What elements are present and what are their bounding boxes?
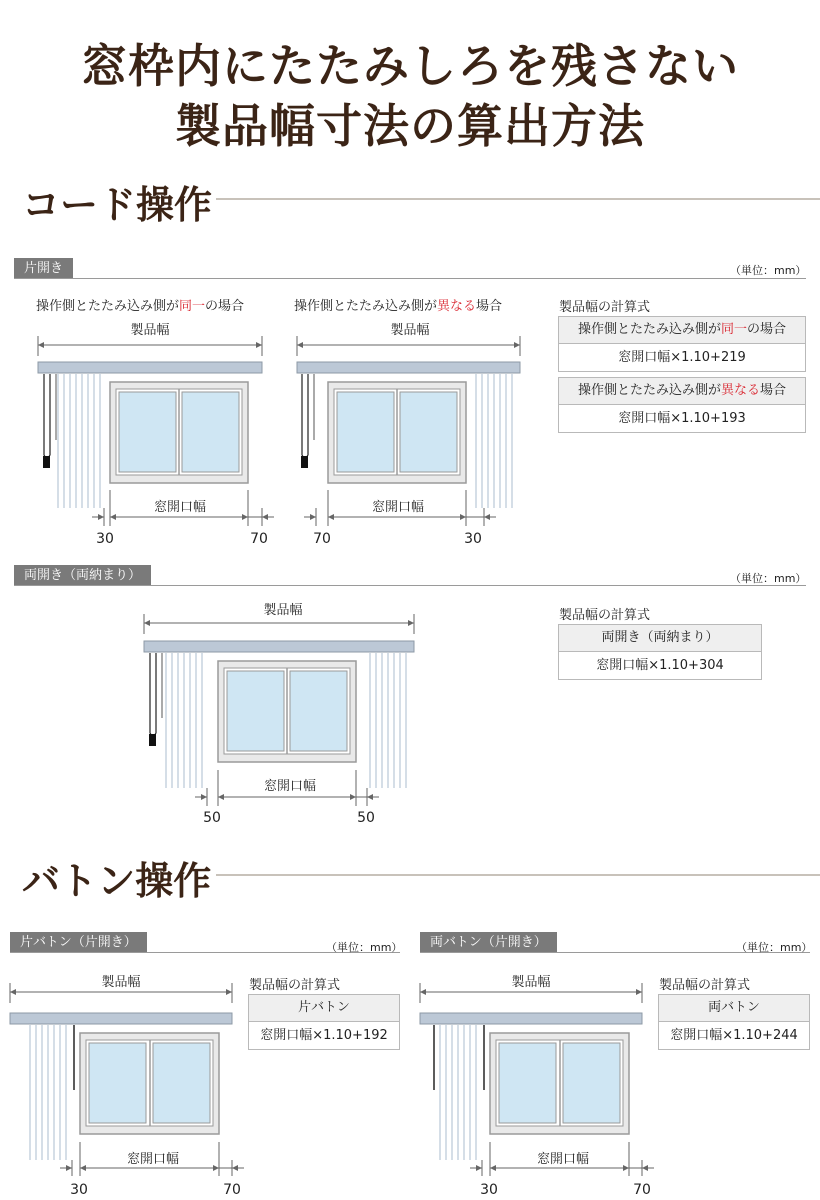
formula-header-text: の場合 <box>747 322 787 337</box>
right-margin-label: 30 <box>464 531 482 547</box>
baton-single-unit: （単位：mm） <box>326 941 403 954</box>
right-margin-label: 70 <box>250 531 268 547</box>
left-margin-label: 50 <box>203 810 221 826</box>
dimension-product-width <box>38 322 262 356</box>
stacked-louvers <box>30 1025 66 1160</box>
stacked-louvers <box>58 374 100 508</box>
formula-header: 両バトン <box>659 995 809 1022</box>
formula-value: 窓開口幅×1.10+219 <box>559 344 805 371</box>
window-width-label: 窓開口幅 <box>263 779 317 794</box>
operating-cord <box>43 374 56 468</box>
baton-single-tab: 片バトン（片開き） <box>10 932 147 953</box>
window-width-label: 窓開口幅 <box>371 500 425 515</box>
baton-double-diagram <box>420 974 654 1198</box>
window <box>328 382 466 483</box>
operating-cord <box>149 653 162 746</box>
baton-section-rule <box>216 874 820 876</box>
baton-single-formula <box>248 994 400 1050</box>
head-rail <box>10 1013 232 1024</box>
right-margin-label: 70 <box>633 1182 651 1198</box>
baton-section-heading: バトン操作 <box>22 859 212 903</box>
caption-highlight: 同一 <box>179 299 206 314</box>
formula-header <box>559 378 805 405</box>
formula-header-highlight: 異なる <box>720 383 760 398</box>
window-width-label: 窓開口幅 <box>153 500 207 515</box>
right-margin-label: 50 <box>357 810 375 826</box>
cord-double-formula <box>558 624 762 680</box>
formula-header-highlight: 同一 <box>720 322 747 337</box>
formula-header: 両開き（両納まり） <box>559 625 761 652</box>
cord-double-tab: 両開き（両納まり） <box>14 565 151 586</box>
caption-text: 操作側とたたみ込み側が <box>36 299 180 314</box>
window-width-label: 窓開口幅 <box>126 1152 180 1167</box>
window-width-label: 窓開口幅 <box>536 1152 590 1167</box>
head-rail <box>297 362 520 373</box>
caption-text: 操作側とたたみ込み側が <box>294 299 438 314</box>
formula-header-text: 場合 <box>760 383 787 398</box>
cord-double-tab-line <box>14 585 806 586</box>
window <box>110 382 248 483</box>
product-width-label: 製品幅 <box>101 975 141 990</box>
left-margin-label: 70 <box>313 531 331 547</box>
operating-cord <box>301 374 314 468</box>
cord-single-formula-diff <box>558 377 806 433</box>
baton-double-formula-title: 製品幅の計算式 <box>659 978 751 993</box>
page-title-line1: 窓枠内にたたみしろを残さない <box>81 39 739 93</box>
formula-header-text: 操作側とたたみ込み側が <box>577 383 721 398</box>
cord-double-formula-title: 製品幅の計算式 <box>559 608 651 623</box>
caption-text: の場合 <box>205 299 245 314</box>
head-rail <box>420 1013 642 1024</box>
stacked-louvers-right <box>370 653 406 788</box>
formula-header: 片バトン <box>249 995 399 1022</box>
caption-highlight: 異なる <box>437 299 477 314</box>
baton-single-formula-title: 製品幅の計算式 <box>249 978 341 993</box>
head-rail <box>144 641 414 652</box>
product-width-label: 製品幅 <box>390 323 430 338</box>
cord-single-tab: 片開き <box>14 258 73 279</box>
formula-header-text: 操作側とたたみ込み側が <box>577 322 721 337</box>
cord-section-heading: コード操作 <box>22 183 213 227</box>
product-width-label: 製品幅 <box>511 975 551 990</box>
dimension-window-width <box>92 490 274 547</box>
baton-single-diagram <box>10 974 244 1198</box>
head-rail <box>38 362 262 373</box>
baton-double-tab: 両バトン（片開き） <box>420 932 557 953</box>
left-margin-label: 30 <box>70 1182 88 1198</box>
cord-single-formula-same <box>558 316 806 372</box>
right-margin-label: 70 <box>223 1182 241 1198</box>
stacked-louvers <box>440 1025 476 1160</box>
formula-value: 窓開口幅×1.10+192 <box>249 1022 399 1049</box>
left-margin-label: 30 <box>480 1182 498 1198</box>
formula-value: 窓開口幅×1.10+193 <box>559 405 805 432</box>
stacked-louvers <box>476 374 512 508</box>
page-title-line2: 製品幅寸法の算出方法 <box>175 99 645 153</box>
cord-double-unit: （単位：mm） <box>730 572 807 585</box>
left-margin-label: 30 <box>96 531 114 547</box>
window <box>490 1033 629 1134</box>
formula-header <box>559 317 805 344</box>
formula-value: 窓開口幅×1.10+244 <box>659 1022 809 1049</box>
caption-text: 場合 <box>476 299 503 314</box>
stacked-louvers-left <box>166 653 202 788</box>
cord-single-unit: （単位：mm） <box>730 264 807 277</box>
cord-single-formula-title: 製品幅の計算式 <box>559 300 651 315</box>
window <box>218 661 356 762</box>
product-width-label: 製品幅 <box>263 603 303 618</box>
cord-double-diagram <box>144 602 414 826</box>
cord-single-diff-diagram <box>297 322 520 547</box>
baton-double-unit: （単位：mm） <box>736 941 813 954</box>
formula-value: 窓開口幅×1.10+304 <box>559 652 761 679</box>
window <box>80 1033 219 1134</box>
baton-double-formula <box>658 994 810 1050</box>
product-width-label: 製品幅 <box>130 323 170 338</box>
